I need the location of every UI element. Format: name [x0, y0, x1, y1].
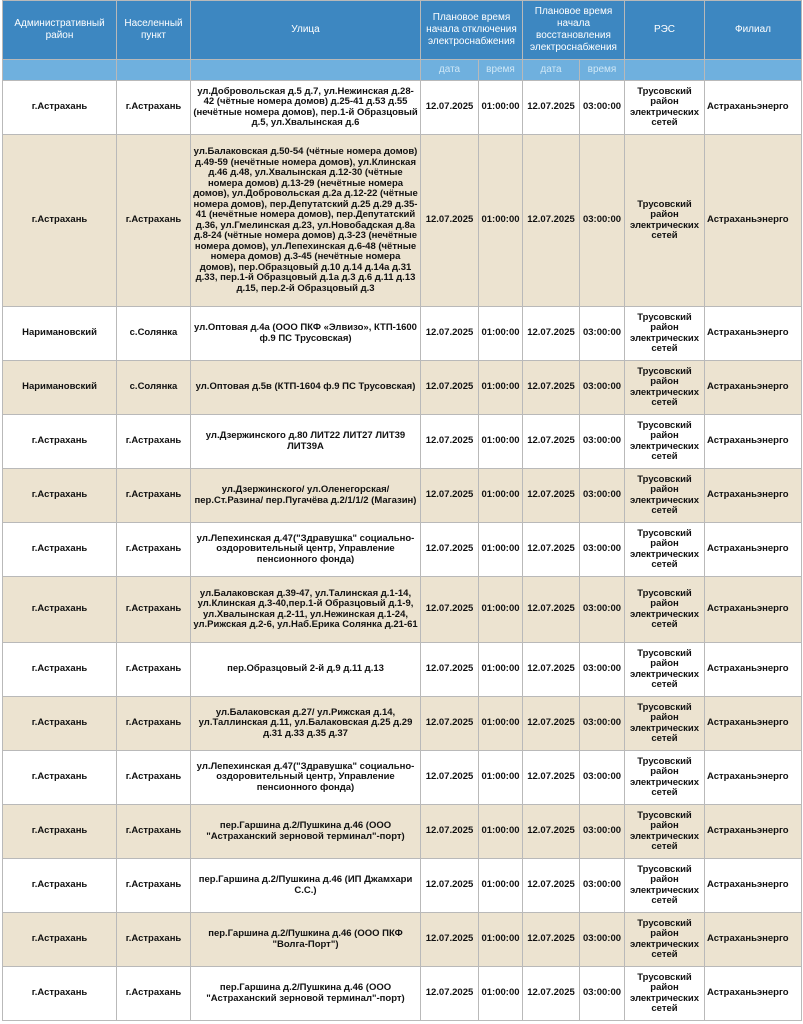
subheader-on-date: дата — [523, 60, 580, 81]
district-cell: Наримановский — [3, 361, 117, 415]
branch-cell: Астраханьэнерго — [705, 913, 802, 967]
res-cell: Трусовский район электрических сетей — [625, 307, 705, 361]
off-time-cell: 01:00:00 — [479, 913, 523, 967]
header-on-time: Плановое время начала восстановления электроснабжения — [523, 1, 625, 60]
branch-cell: Астраханьэнерго — [705, 697, 802, 751]
locality-cell: с.Солянка — [117, 307, 191, 361]
street-cell: пер.Гаршина д.2/Пушкина д.46 (ООО ПКФ "Волга-Порт") — [191, 913, 421, 967]
district-cell: г.Астрахань — [3, 913, 117, 967]
district-cell: г.Астрахань — [3, 967, 117, 1021]
subheader-empty — [191, 60, 421, 81]
res-cell: Трусовский район электрических сетей — [625, 859, 705, 913]
on-date-cell: 12.07.2025 — [523, 967, 580, 1021]
branch-cell: Астраханьэнерго — [705, 805, 802, 859]
locality-cell: г.Астрахань — [117, 415, 191, 469]
on-time-cell: 03:00:00 — [580, 135, 625, 307]
locality-cell: г.Астрахань — [117, 967, 191, 1021]
street-cell: пер.Гаршина д.2/Пушкина д.46 (ООО "Астраханский зерновой терминал"-порт) — [191, 967, 421, 1021]
table-row — [3, 361, 802, 415]
locality-cell: г.Астрахань — [117, 751, 191, 805]
locality-cell: г.Астрахань — [117, 523, 191, 577]
header-off-time: Плановое время начала отключения электроснабжения — [421, 1, 523, 60]
on-time-cell: 03:00:00 — [580, 697, 625, 751]
res-cell: Трусовский район электрических сетей — [625, 751, 705, 805]
res-cell: Трусовский район электрических сетей — [625, 967, 705, 1021]
table-row — [3, 469, 802, 523]
locality-cell: г.Астрахань — [117, 805, 191, 859]
locality-cell: г.Астрахань — [117, 135, 191, 307]
off-date-cell: 12.07.2025 — [421, 805, 479, 859]
off-time-cell: 01:00:00 — [479, 697, 523, 751]
off-date-cell: 12.07.2025 — [421, 577, 479, 643]
district-cell: Наримановский — [3, 307, 117, 361]
district-cell: г.Астрахань — [3, 805, 117, 859]
on-time-cell: 03:00:00 — [580, 967, 625, 1021]
res-cell: Трусовский район электрических сетей — [625, 469, 705, 523]
locality-cell: г.Астрахань — [117, 81, 191, 135]
locality-cell: г.Астрахань — [117, 859, 191, 913]
res-cell: Трусовский район электрических сетей — [625, 643, 705, 697]
on-date-cell: 12.07.2025 — [523, 805, 580, 859]
street-cell: пер.Гаршина д.2/Пушкина д.46 (ООО "Астраханский зерновой терминал"-порт) — [191, 805, 421, 859]
street-cell: ул.Балаковская д.50-54 (чётные номера домов) д.49-59 (нечётные номера домов), ул.Клинская д.46 д.48, ул.Хвалынская д.12-30 (чётные номера домов) д.13-29 (нечётные номера домов), ул.Добровольская д.2а д.12-22 (чётные номера домов), пер.Депутатский д.25 д.29 д.35-41 (нечётные номера домов), пер.Депутатский д.36, ул.Гмелинская д.23, ул.Новобадская д.8а д.8-24 (чётные номера домов) д.3-23 (нечётные номера домов), ул.Лепехинская д.6-48 (чётные номера домов) д.3-45 (нечётные номера домов), пер.Образцовый д.10 д.14 д.14а д.31 д.33, пер.1-й Образцовый д.1а д.3 д.6 д.11 д.13 д.15, пер.2-й Образцовый д.3 — [191, 135, 421, 307]
header-res: РЭС — [625, 1, 705, 60]
table-row — [3, 697, 802, 751]
branch-cell: Астраханьэнерго — [705, 859, 802, 913]
branch-cell: Астраханьэнерго — [705, 307, 802, 361]
outage-table — [2, 0, 802, 1021]
on-time-cell: 03:00:00 — [580, 415, 625, 469]
on-time-cell: 03:00:00 — [580, 523, 625, 577]
district-cell: г.Астрахань — [3, 523, 117, 577]
street-cell: ул.Дзержинского/ ул.Оленегорская/ пер.Ст.Разина/ пер.Пугачёва д.2/1/1/2 (Магазин) — [191, 469, 421, 523]
on-time-cell: 03:00:00 — [580, 643, 625, 697]
locality-cell: с.Солянка — [117, 361, 191, 415]
district-cell: г.Астрахань — [3, 643, 117, 697]
branch-cell: Астраханьэнерго — [705, 361, 802, 415]
district-cell: г.Астрахань — [3, 577, 117, 643]
off-date-cell: 12.07.2025 — [421, 307, 479, 361]
subheader-off-time: время — [479, 60, 523, 81]
header-branch: Филиал — [705, 1, 802, 60]
on-time-cell: 03:00:00 — [580, 577, 625, 643]
street-cell: ул.Лепехинская д.47("Здравушка" социально-оздоровительный центр, Управление пенсионного фонда) — [191, 523, 421, 577]
subheader-empty — [117, 60, 191, 81]
on-time-cell: 03:00:00 — [580, 307, 625, 361]
on-time-cell: 03:00:00 — [580, 81, 625, 135]
table-row — [3, 643, 802, 697]
street-cell: ул.Добровольская д.5 д.7, ул.Нежинская д.28-42 (чётные номера домов) д.25-41 д.53 д.55 (нечётные номера домов), пер.1-й Образцовый д.5, ул.Хвалынская д.6 — [191, 81, 421, 135]
res-cell: Трусовский район электрических сетей — [625, 577, 705, 643]
branch-cell: Астраханьэнерго — [705, 135, 802, 307]
branch-cell: Астраханьэнерго — [705, 415, 802, 469]
table-row — [3, 805, 802, 859]
branch-cell: Астраханьэнерго — [705, 751, 802, 805]
on-time-cell: 03:00:00 — [580, 361, 625, 415]
on-time-cell: 03:00:00 — [580, 751, 625, 805]
street-cell: ул.Лепехинская д.47("Здравушка" социально-оздоровительный центр, Управление пенсионного фонда) — [191, 751, 421, 805]
off-date-cell: 12.07.2025 — [421, 697, 479, 751]
off-time-cell: 01:00:00 — [479, 81, 523, 135]
subheader-on-time: время — [580, 60, 625, 81]
off-time-cell: 01:00:00 — [479, 469, 523, 523]
street-cell: пер.Гаршина д.2/Пушкина д.46 (ИП Джамхари С.С.) — [191, 859, 421, 913]
table-row — [3, 415, 802, 469]
on-date-cell: 12.07.2025 — [523, 577, 580, 643]
branch-cell: Астраханьэнерго — [705, 967, 802, 1021]
table-row — [3, 307, 802, 361]
off-time-cell: 01:00:00 — [479, 805, 523, 859]
locality-cell: г.Астрахань — [117, 697, 191, 751]
street-cell: ул.Оптовая д.4а (ООО ПКФ «Элвизо», КТП-1600 ф.9 ПС Трусовская) — [191, 307, 421, 361]
table-row — [3, 967, 802, 1021]
off-date-cell: 12.07.2025 — [421, 415, 479, 469]
off-date-cell: 12.07.2025 — [421, 135, 479, 307]
on-date-cell: 12.07.2025 — [523, 697, 580, 751]
off-time-cell: 01:00:00 — [479, 361, 523, 415]
off-time-cell: 01:00:00 — [479, 643, 523, 697]
res-cell: Трусовский район электрических сетей — [625, 523, 705, 577]
res-cell: Трусовский район электрических сетей — [625, 415, 705, 469]
district-cell: г.Астрахань — [3, 81, 117, 135]
district-cell: г.Астрахань — [3, 135, 117, 307]
district-cell: г.Астрахань — [3, 751, 117, 805]
header-locality: Населенный пункт — [117, 1, 191, 60]
street-cell: ул.Дзержинского д.80 ЛИТ22 ЛИТ27 ЛИТ39 ЛИТ39А — [191, 415, 421, 469]
off-time-cell: 01:00:00 — [479, 859, 523, 913]
table-row — [3, 523, 802, 577]
off-date-cell: 12.07.2025 — [421, 643, 479, 697]
on-date-cell: 12.07.2025 — [523, 135, 580, 307]
on-date-cell: 12.07.2025 — [523, 859, 580, 913]
res-cell: Трусовский район электрических сетей — [625, 805, 705, 859]
subheader-empty — [705, 60, 802, 81]
table-body — [3, 81, 802, 1021]
off-date-cell: 12.07.2025 — [421, 361, 479, 415]
on-time-cell: 03:00:00 — [580, 859, 625, 913]
branch-cell: Астраханьэнерго — [705, 469, 802, 523]
on-date-cell: 12.07.2025 — [523, 751, 580, 805]
street-cell: ул.Оптовая д.5в (КТП-1604 ф.9 ПС Трусовская) — [191, 361, 421, 415]
off-time-cell: 01:00:00 — [479, 135, 523, 307]
subheader-off-date: дата — [421, 60, 479, 81]
off-date-cell: 12.07.2025 — [421, 967, 479, 1021]
res-cell: Трусовский район электрических сетей — [625, 81, 705, 135]
res-cell: Трусовский район электрических сетей — [625, 361, 705, 415]
district-cell: г.Астрахань — [3, 415, 117, 469]
branch-cell: Астраханьэнерго — [705, 81, 802, 135]
locality-cell: г.Астрахань — [117, 577, 191, 643]
table-row — [3, 913, 802, 967]
branch-cell: Астраханьэнерго — [705, 643, 802, 697]
on-date-cell: 12.07.2025 — [523, 469, 580, 523]
on-date-cell: 12.07.2025 — [523, 643, 580, 697]
res-cell: Трусовский район электрических сетей — [625, 697, 705, 751]
table-row — [3, 81, 802, 135]
res-cell: Трусовский район электрических сетей — [625, 135, 705, 307]
on-date-cell: 12.07.2025 — [523, 913, 580, 967]
table-row — [3, 751, 802, 805]
subheader-empty — [3, 60, 117, 81]
off-date-cell: 12.07.2025 — [421, 751, 479, 805]
header-district: Административный район — [3, 1, 117, 60]
off-time-cell: 01:00:00 — [479, 751, 523, 805]
off-time-cell: 01:00:00 — [479, 523, 523, 577]
table-row — [3, 859, 802, 913]
off-time-cell: 01:00:00 — [479, 307, 523, 361]
off-date-cell: 12.07.2025 — [421, 469, 479, 523]
locality-cell: г.Астрахань — [117, 643, 191, 697]
district-cell: г.Астрахань — [3, 697, 117, 751]
off-date-cell: 12.07.2025 — [421, 81, 479, 135]
on-date-cell: 12.07.2025 — [523, 307, 580, 361]
off-date-cell: 12.07.2025 — [421, 859, 479, 913]
locality-cell: г.Астрахань — [117, 469, 191, 523]
off-date-cell: 12.07.2025 — [421, 913, 479, 967]
on-date-cell: 12.07.2025 — [523, 415, 580, 469]
district-cell: г.Астрахань — [3, 469, 117, 523]
on-date-cell: 12.07.2025 — [523, 361, 580, 415]
subheader-empty — [625, 60, 705, 81]
on-date-cell: 12.07.2025 — [523, 523, 580, 577]
branch-cell: Астраханьэнерго — [705, 523, 802, 577]
on-time-cell: 03:00:00 — [580, 469, 625, 523]
district-cell: г.Астрахань — [3, 859, 117, 913]
off-time-cell: 01:00:00 — [479, 967, 523, 1021]
branch-cell: Астраханьэнерго — [705, 577, 802, 643]
off-date-cell: 12.07.2025 — [421, 523, 479, 577]
table-row — [3, 577, 802, 643]
res-cell: Трусовский район электрических сетей — [625, 913, 705, 967]
on-date-cell: 12.07.2025 — [523, 81, 580, 135]
header-street: Улица — [191, 1, 421, 60]
street-cell: пер.Образцовый 2-й д.9 д.11 д.13 — [191, 643, 421, 697]
on-time-cell: 03:00:00 — [580, 805, 625, 859]
table-row — [3, 135, 802, 307]
street-cell: ул.Балаковская д.27/ ул.Рижская д.14, ул.Таллинская д.11, ул.Балаковская д.25 д.29 д.31 д.33 д.35 д.37 — [191, 697, 421, 751]
off-time-cell: 01:00:00 — [479, 577, 523, 643]
street-cell: ул.Балаковская д.39-47, ул.Талинская д.1-14, ул.Клинская д.3-40,пер.1-й Образцовый д.1-9, ул.Хвалынская д.2-11, ул.Нежинская д.1-24, ул.Рижская д.2-6, ул.Наб.Ерика Солянка д.21-61 — [191, 577, 421, 643]
locality-cell: г.Астрахань — [117, 913, 191, 967]
off-time-cell: 01:00:00 — [479, 415, 523, 469]
on-time-cell: 03:00:00 — [580, 913, 625, 967]
